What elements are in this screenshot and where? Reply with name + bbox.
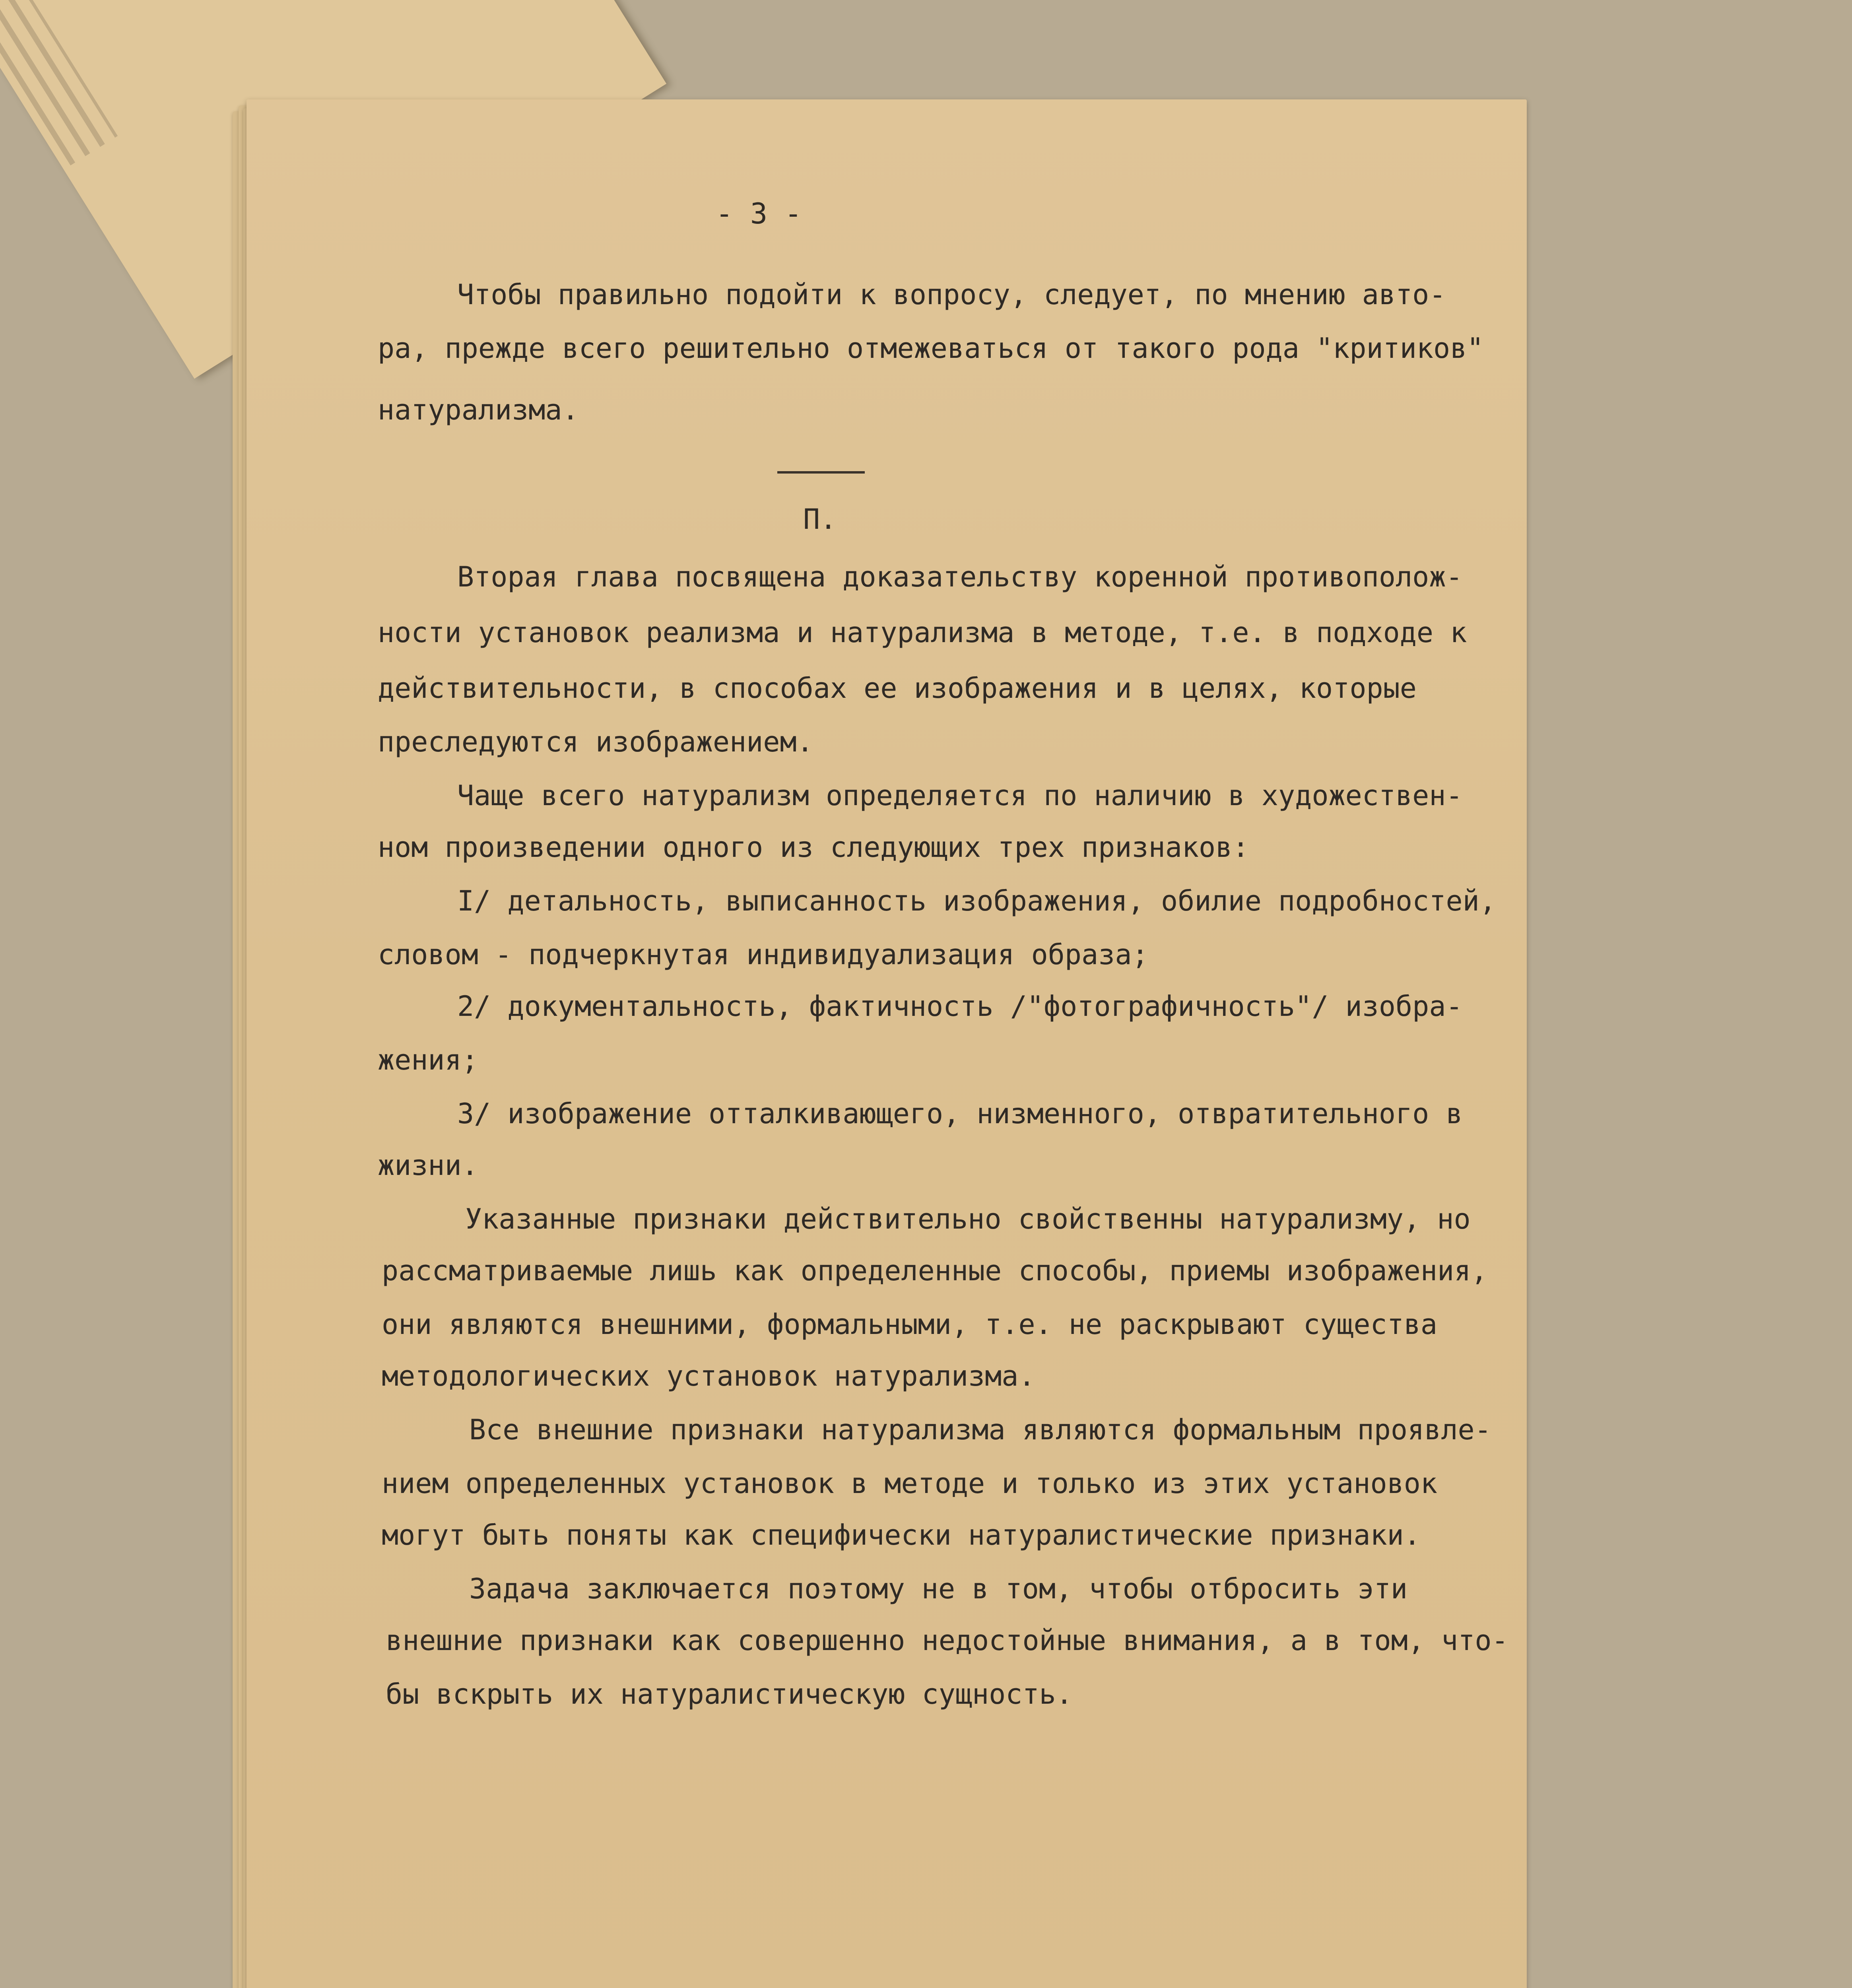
text-line: они являются внешними, формальными, т.е. не раскрывают существа bbox=[382, 1308, 1438, 1341]
page-number: - 3 - bbox=[716, 197, 802, 230]
text-line: Вторая глава посвящена доказательству коренной противополож- bbox=[457, 561, 1463, 593]
text-line: словом - подчеркнутая индивидуализация образа; bbox=[378, 938, 1149, 971]
text-line: ности установок реализма и натурализма в методе, т.е. в подходе к bbox=[378, 616, 1467, 649]
text-line: Все внешние признаки натурализма являются формальным проявле- bbox=[469, 1413, 1491, 1446]
text-line: действительности, в способах ее изображения и в целях, которые bbox=[378, 672, 1417, 705]
text-line: Чаще всего натурализм определяется по наличию в художествен- bbox=[457, 779, 1463, 812]
text-line: нием определенных установок в методе и только из этих установок bbox=[382, 1467, 1438, 1500]
section-number: П. bbox=[803, 503, 837, 536]
text-line: 2/ документальность, фактичность /"фотографичность"/ изобра- bbox=[457, 990, 1463, 1023]
text-line: I/ детальность, выписанность изображения, обилие подробностей, bbox=[457, 885, 1496, 917]
text-line: могут быть поняты как специфически натуралистические признаки. bbox=[382, 1519, 1421, 1551]
text-line: преследуются изображением. bbox=[378, 726, 813, 758]
text-line: методологических установок натурализма. bbox=[382, 1360, 1035, 1392]
text-line: бы вскрыть их натуралистическую сущность. bbox=[386, 1678, 1073, 1710]
section-divider bbox=[777, 471, 865, 474]
underlying-page-text bbox=[0, 0, 118, 165]
text-line: ра, прежде всего решительно отмежеваться от такого рода "критиков" bbox=[378, 332, 1484, 365]
text-line: жизни. bbox=[378, 1149, 478, 1182]
text-line: 3/ изображение отталкивающего, низменного, отвратительного в bbox=[457, 1097, 1463, 1130]
text-line: Задача заключается поэтому не в том, чтобы отбросить эти bbox=[469, 1573, 1408, 1605]
text-line: рассматриваемые лишь как определенные способы, приемы изображения, bbox=[382, 1254, 1488, 1287]
text-line: натурализма. bbox=[378, 394, 579, 426]
text-line: ном произведении одного из следующих трех признаков: bbox=[378, 831, 1249, 864]
text-line: Чтобы правильно подойти к вопросу, следует, по мнению авто- bbox=[457, 278, 1446, 311]
text-line: внешние признаки как совершенно недостойные внимания, а в том, что- bbox=[386, 1624, 1508, 1657]
text-line: Указанные признаки действительно свойственны натурализму, но bbox=[465, 1203, 1471, 1235]
text-line: жения; bbox=[378, 1044, 478, 1076]
